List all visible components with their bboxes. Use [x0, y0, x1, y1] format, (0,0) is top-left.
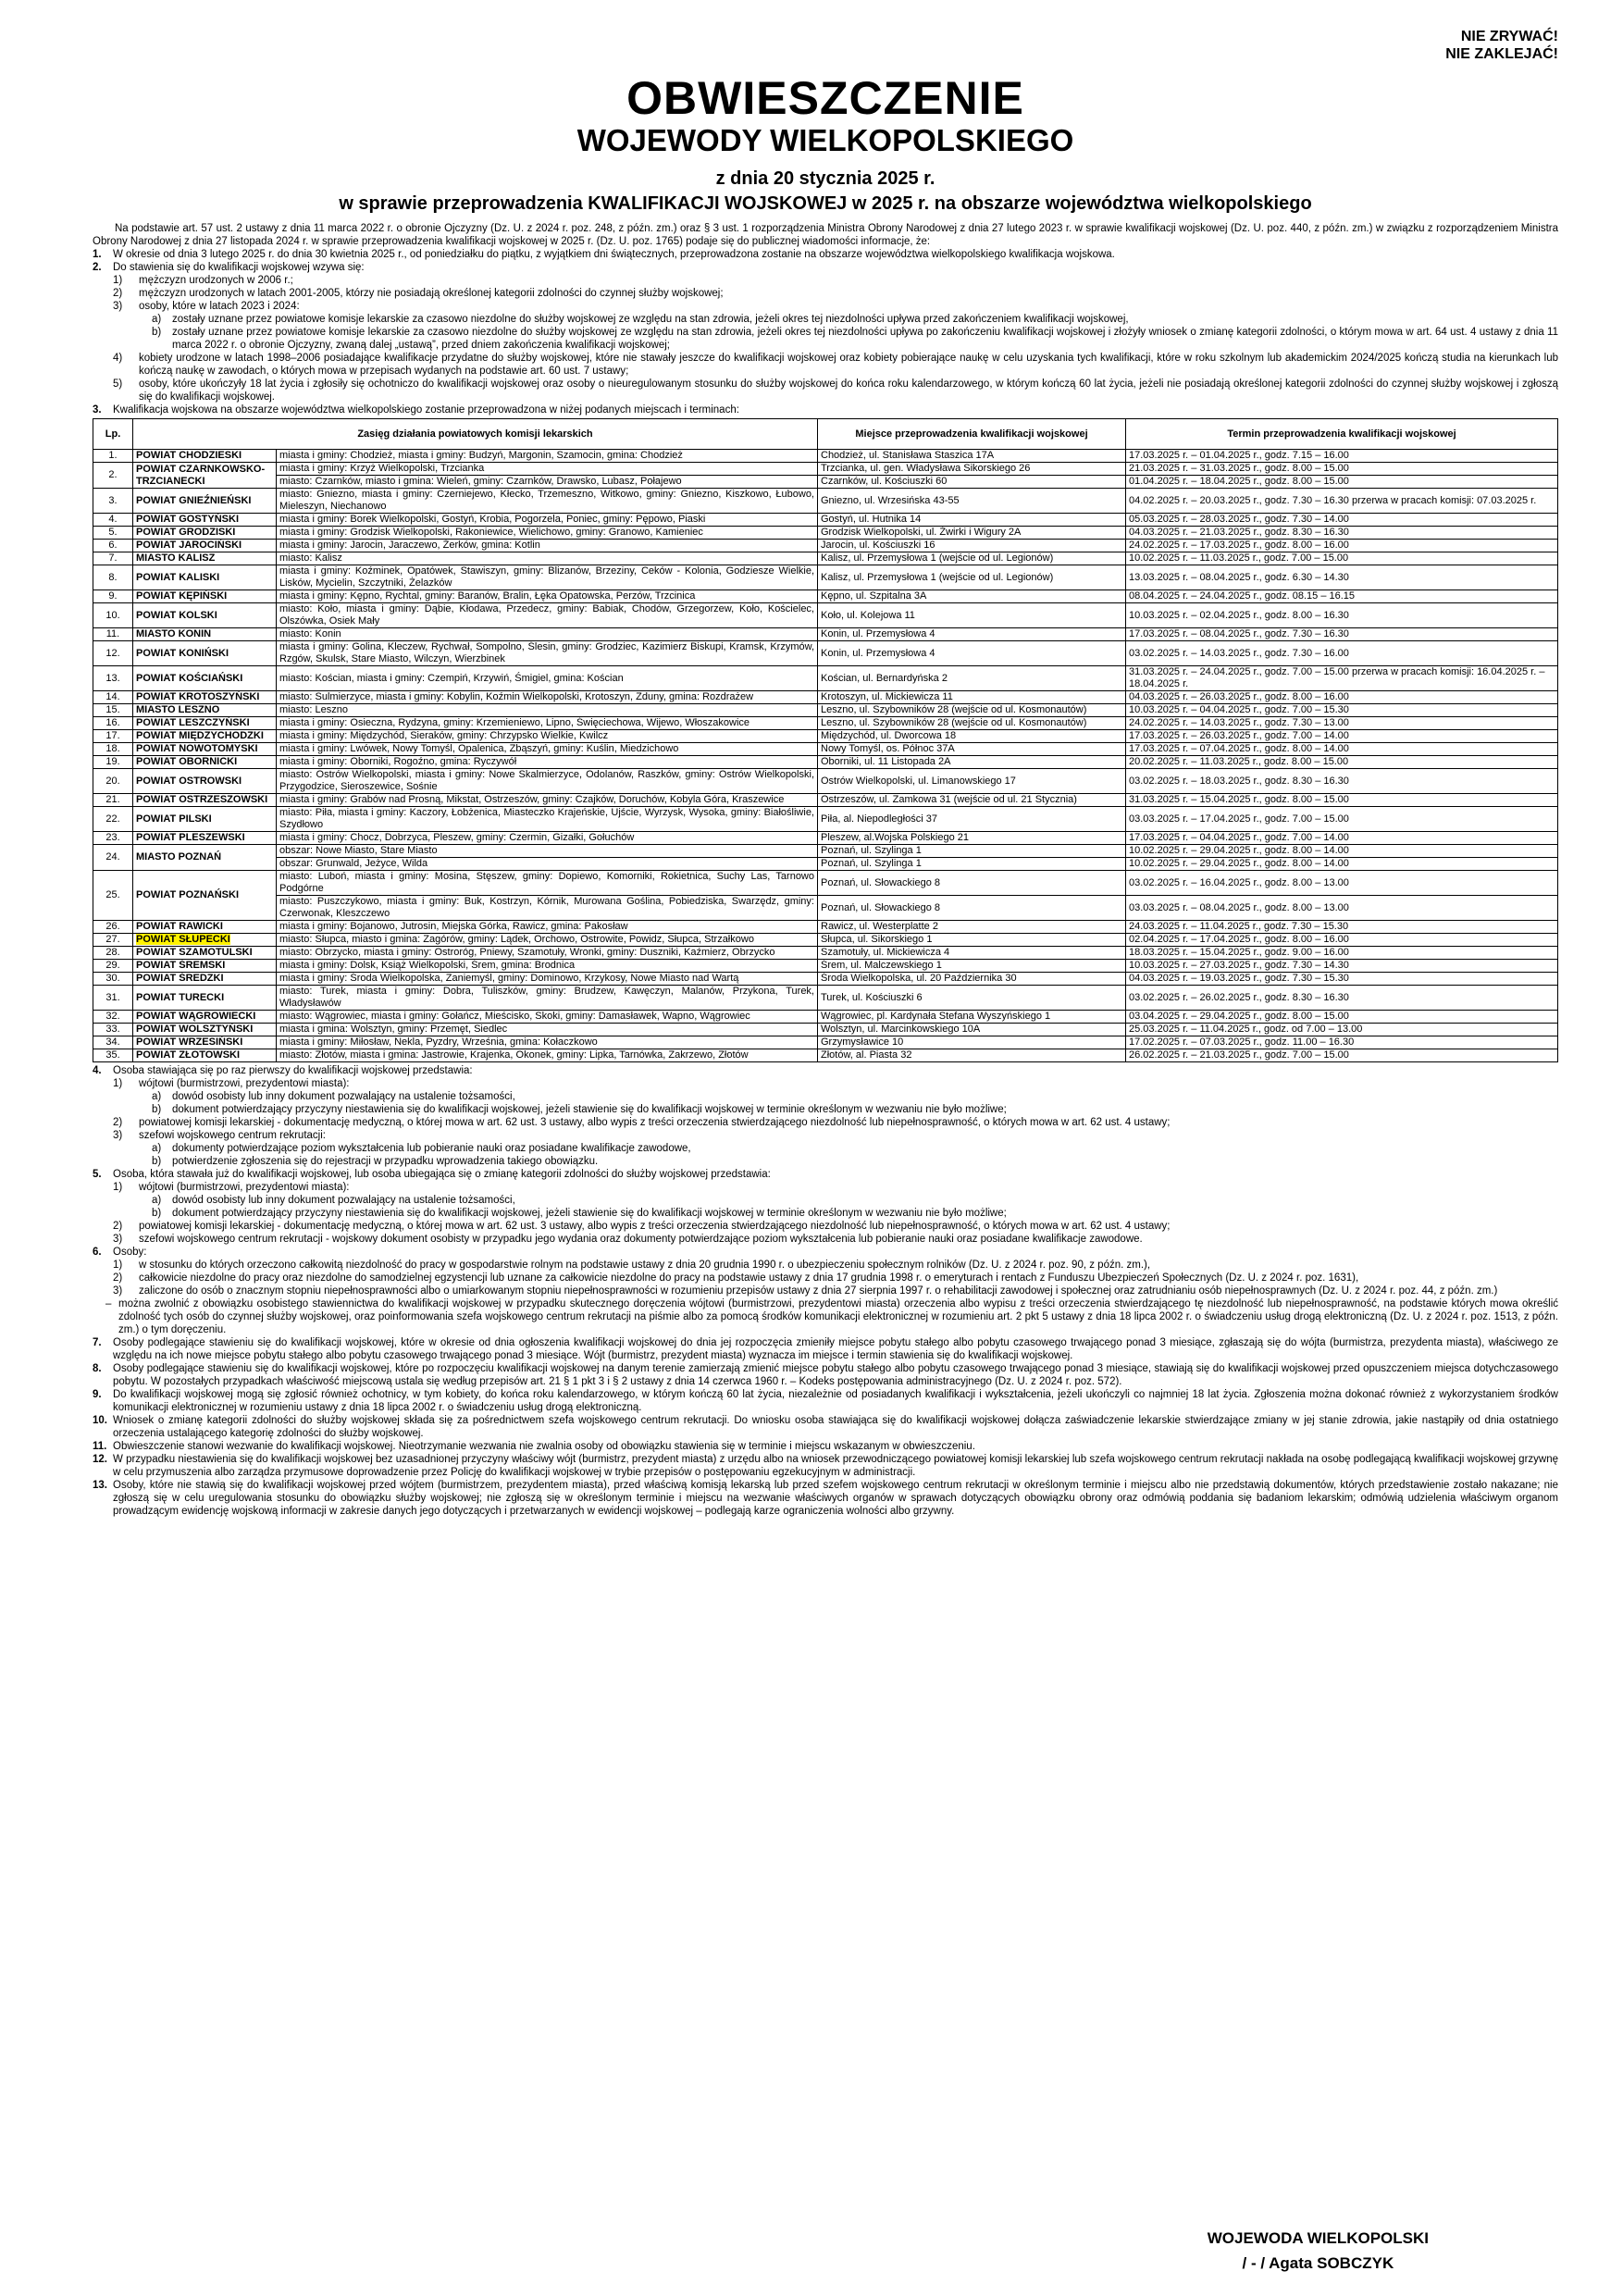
- district-name: POWIAT WĄGROWIECKI: [133, 1011, 277, 1024]
- column-header: Lp.: [93, 419, 133, 450]
- table-row: [93, 1036, 1558, 1049]
- row-number: 21.: [93, 794, 133, 807]
- signature-title: WOJEWODA WIELKOPOLSKI: [1207, 2229, 1429, 2247]
- section-4-subitem: b) potwierdzenie zgłoszenia się do rejestracji w przypadku wprowadzenia takiego obowiązku.: [152, 1156, 599, 1167]
- location: Poznań, ul. Słowackiego 8: [818, 871, 1126, 896]
- jurisdiction-area: miasto: Leszno: [277, 704, 818, 717]
- location: Wągrowiec, pl. Kardynała Stefana Wyszyńskiego 1: [818, 1011, 1126, 1024]
- section-2-item: 5) osoby, które ukończyły 18 lat życia i zgłosiły się ochotniczo do kwalifikacji wojskowej oraz osoby o nieuregulowanym stosunku do służby wojskowej do końca roku kalendarzowego, w którym kończą 60 lat życia, jeżeli nie posiadają określonej kategorii zdolności do czynnej służby wojskowej i zgłoszą się do kwalifikacji wojskowej.: [113, 379, 1558, 403]
- schedule: 03.02.2025 r. – 26.02.2025 r., godz. 8.30 – 16.30: [1126, 986, 1558, 1011]
- jurisdiction-area: miasta i gminy: Krzyż Wielkopolski, Trzcianka: [277, 463, 818, 476]
- schedule: 17.03.2025 r. – 26.03.2025 r., godz. 7.00 – 14.00: [1126, 730, 1558, 743]
- location: Piła, al. Niepodległości 37: [818, 807, 1126, 832]
- row-number: 25.: [93, 871, 133, 921]
- row-number: 16.: [93, 717, 133, 730]
- location: Chodzież, ul. Stanisława Staszica 17A: [818, 450, 1126, 463]
- jurisdiction-area: miasta i gminy: Borek Wielkopolski, Gostyń, Krobia, Pogorzela, Poniec, gminy: Pępowo, Piaski: [277, 514, 818, 527]
- row-number: 23.: [93, 832, 133, 845]
- document-title: OBWIESZCZENIE: [626, 72, 1024, 124]
- schedule: 17.03.2025 r. – 07.04.2025 r., godz. 8.00 – 14.00: [1126, 743, 1558, 756]
- section-10: 10. Wniosek o zmianę kategorii zdolności do służby wojskowej składa się za pośrednictwem szefa wojskowego centrum rekrutacji. Do wniosku osoba stawiająca się do kwalifikacji wojskowej dołącza zaświadczenie lekarskie stwierdzające zmiany w jej stanie zdrowia, jakie nastąpiły od dnia ostatniego orzeczenia ustalającego kategorię zdolności do służby wojskowej.: [93, 1415, 1558, 1439]
- section-6-item: 1) w stosunku do których orzeczono całkowitą niezdolność do pracy w gospodarstwie rolnym na podstawie ustawy z dnia 20 grudnia 1990 r. o ubezpieczeniu społecznym rolników (Dz. U. z 2024 r. poz. 90, z późn. zm.),: [113, 1260, 1151, 1271]
- table-row: [93, 845, 1558, 858]
- section-6-item: 3) zaliczone do osób o znacznym stopniu niepełnosprawności albo o umiarkowanym stopniu niepełnosprawności w rozumieniu przepisów ustawy z dnia 27 sierpnia 1997 r. o rehabilitacji zawodowej i społecznej oraz zatrudnianiu osób niepełnosprawnych (Dz. U. z 2024 r. poz. 44, z późn. zm.): [113, 1285, 1498, 1297]
- table-row: [93, 1049, 1558, 1062]
- row-number: 10.: [93, 603, 133, 628]
- column-header: Miejsce przeprowadzenia kwalifikacji wojskowej: [818, 419, 1126, 450]
- section-4-subitem: a) dowód osobisty lub inny dokument pozwalający na ustalenie tożsamości,: [152, 1091, 515, 1102]
- jurisdiction-area: miasto: Wągrowiec, miasta i gminy: Gołańcz, Mieścisko, Skoki, gminy: Damasławek, Wapno, Wągrowiec: [277, 1011, 818, 1024]
- column-header: Termin przeprowadzenia kwalifikacji wojskowej: [1126, 419, 1558, 450]
- row-number: 13.: [93, 666, 133, 691]
- row-number: 1.: [93, 450, 133, 463]
- table-row: [93, 947, 1558, 960]
- row-number: 27.: [93, 934, 133, 947]
- table-row: [93, 756, 1558, 769]
- schedule: 24.03.2025 r. – 11.04.2025 r., godz. 7.30 – 15.30: [1126, 921, 1558, 934]
- do-not-remove-notice: [1445, 28, 1558, 63]
- table-row: [93, 896, 1558, 921]
- jurisdiction-area: miasta i gmina: Wolsztyn, gminy: Przemęt, Siedlec: [277, 1024, 818, 1036]
- section-6-item: 2) całkowicie niezdolne do pracy oraz niezdolne do samodzielnej egzystencji lub uznane za całkowicie niezdolne do pracy na podstawie ustawy z dnia 17 grudnia 1998 r. o emeryturach i rentach z Funduszu Ubezpieczeń Społecznych (Dz. U. z 2024 r. poz. 1631),: [113, 1272, 1359, 1284]
- jurisdiction-area: miasta i gminy: Środa Wielkopolska, Zaniemyśl, gminy: Dominowo, Krzykosy, Nowe Miasto nad Wartą: [277, 973, 818, 986]
- row-number: 2.: [93, 463, 133, 489]
- section-12: 12. W przypadku niestawienia się do kwalifikacji wojskowej bez uzasadnionej przyczyny właściwy wójt (burmistrz, prezydent miasta) z urzędu albo na wniosek przewodniczącego powiatowej komisji lekarskiej lub szefa wojskowego centrum rekrutacji nakłada na osobę podlegającą kwalifikacji wojskowej grzywnę w celu przymuszenia albo zarządza przymusowe doprowadzenie przez Policję do kwalifikacji wojskowej w trybie przepisów o postępowaniu egzekucyjnym w administracji.: [93, 1454, 1558, 1478]
- table-row: [93, 769, 1558, 794]
- signature-block: [1208, 2226, 1429, 2276]
- section-11: 11. Obwieszczenie stanowi wezwanie do kwalifikacji wojskowej. Nieotrzymanie wezwania nie zwalnia osoby od obowiązku stawienia się w terminie i miejscu wskazanym w obwieszczeniu.: [93, 1441, 975, 1452]
- location: Poznań, ul. Szylinga 1: [818, 858, 1126, 871]
- row-number: 5.: [93, 527, 133, 540]
- schedule: 02.04.2025 r. – 17.04.2025 r., godz. 8.00 – 16.00: [1126, 934, 1558, 947]
- section-13: 13. Osoby, które nie stawią się do kwalifikacji wojskowej przed wójtem (burmistrzem, prezydentem miasta), przed właściwą komisją lekarską lub przed szefem wojskowego centrum rekrutacji w określonym terminie i miejscu albo nie przedstawią dokumentów, których przedstawienie zostało nakazane; nie zgłoszą się w celu uregulowania stosunku do obowiązku służby wojskowej; nie zgłoszą się w określonym terminie i miejscu na wezwanie właściwych organów w sprawach dotyczących obowiązku obrony oraz odmówią poddania się badaniom lekarskim; odmówią udzielenia właściwym organom prowadzącym ewidencję wojskową informacji w zakresie danych jego dotyczących i przetwarzanych w ewidencji wojskowej – podlegają karze ograniczenia wolności albo grzywny.: [93, 1480, 1558, 1517]
- jurisdiction-area: miasto: Ostrów Wielkopolski, miasta i gminy: Nowe Skalmierzyce, Odolanów, Raszków, gminy: Ostrów Wielkopolski, Przygodzice, Sieroszewice, Sośnie: [277, 769, 818, 794]
- district-name: POWIAT KROTOSZYŃSKI: [133, 691, 277, 704]
- location: Turek, ul. Kościuszki 6: [818, 986, 1126, 1011]
- district-name: POWIAT WOLSZTYŃSKI: [133, 1024, 277, 1036]
- schedule: 10.02.2025 r. – 29.04.2025 r., godz. 8.00 – 14.00: [1126, 858, 1558, 871]
- location: Złotów, al. Piasta 32: [818, 1049, 1126, 1062]
- table-header-row: [93, 419, 1558, 450]
- schedule: 10.02.2025 r. – 11.03.2025 r., godz. 7.00 – 15.00: [1126, 552, 1558, 565]
- row-number: 6.: [93, 540, 133, 552]
- schedule: 18.03.2025 r. – 15.04.2025 r., godz. 9.00 – 16.00: [1126, 947, 1558, 960]
- row-number: 11.: [93, 628, 133, 641]
- schedule: 10.03.2025 r. – 04.04.2025 r., godz. 7.00 – 15.30: [1126, 704, 1558, 717]
- document-issuer: WOJEWODY WIELKOPOLSKIEGO: [576, 123, 1074, 157]
- location: Konin, ul. Przemysłowa 4: [818, 628, 1126, 641]
- section-9: 9. Do kwalifikacji wojskowej mogą się zgłosić również ochotnicy, w tym kobiety, do końca roku kalendarzowego, w którym kończą 60 lat życia, niezależnie od posiadanych kwalifikacji i wykształcenia, jeżeli ukończyli co najmniej 18 lat życia. Zgłoszenia można dokonać również z wykorzystaniem środków komunikacji elektronicznej w rozumieniu ustawy z dnia 18 lipca 2002 r. o świadczeniu usług drogą elektroniczną.: [93, 1389, 1558, 1413]
- table-row: [93, 921, 1558, 934]
- schedule: 03.03.2025 r. – 17.04.2025 r., godz. 7.00 – 15.00: [1126, 807, 1558, 832]
- district-name: POWIAT PILSKI: [133, 807, 277, 832]
- section-5-item: 2) powiatowej komisji lekarskiej - dokumentację medyczną, o której mowa w art. 62 ust. 3 ustawy, albo wypis z treści orzeczenia stwierdzającego niezdolność lub niepełnosprawność, o których mowa w art. 62 ust. 4 ustawy;: [113, 1221, 1171, 1232]
- row-number: 22.: [93, 807, 133, 832]
- schedule: 03.04.2025 r. – 29.04.2025 r., godz. 8.00 – 15.00: [1126, 1011, 1558, 1024]
- location: Konin, ul. Przemysłowa 4: [818, 641, 1126, 666]
- district-name: POWIAT CZARNKOWSKO-TRZCIANECKI: [133, 463, 277, 489]
- section-4: 4. Osoba stawiająca się po raz pierwszy do kwalifikacji wojskowej przedstawia:: [93, 1065, 473, 1076]
- jurisdiction-area: miasto: Koło, miasta i gminy: Dąbie, Kłodawa, Przedecz, gminy: Babiak, Chodów, Grzegorzew, Koło, Kościelec, Olszówka, Osiek Mały: [277, 603, 818, 628]
- schedule: 25.03.2025 r. – 11.04.2025 r., godz. od 7.00 – 13.00: [1126, 1024, 1558, 1036]
- jurisdiction-area: miasta i gminy: Chocz, Dobrzyca, Pleszew, gminy: Czermin, Gizałki, Gołuchów: [277, 832, 818, 845]
- schedule: 17.03.2025 r. – 01.04.2025 r., godz. 7.15 – 16.00: [1126, 450, 1558, 463]
- schedule: 04.03.2025 r. – 26.03.2025 r., godz. 8.00 – 16.00: [1126, 691, 1558, 704]
- table-row: [93, 960, 1558, 973]
- table-row: [93, 986, 1558, 1011]
- schedule: 20.02.2025 r. – 11.03.2025 r., godz. 8.00 – 15.00: [1126, 756, 1558, 769]
- district-name: POWIAT CHODZIESKI: [133, 450, 277, 463]
- row-number: 34.: [93, 1036, 133, 1049]
- table-row: [93, 871, 1558, 896]
- district-name: POWIAT OSTROWSKI: [133, 769, 277, 794]
- district-name: POWIAT PLESZEWSKI: [133, 832, 277, 845]
- jurisdiction-area: miasta i gminy: Grabów nad Prosną, Mikstat, Ostrzeszów, gminy: Czajków, Doruchów, Kobyla Góra, Kraszewice: [277, 794, 818, 807]
- table-row: [93, 934, 1558, 947]
- table-row: [93, 691, 1558, 704]
- table-row: [93, 1011, 1558, 1024]
- schedule: 04.02.2025 r. – 20.03.2025 r., godz. 7.30 – 16.30 przerwa w pracach komisji: 07.03.2025 r.: [1126, 489, 1558, 514]
- jurisdiction-area: miasto: Luboń, miasta i gminy: Mosina, Stęszew, gminy: Dopiewo, Komorniki, Rokietnica, Suchy Las, Tarnowo Podgórne: [277, 871, 818, 896]
- section-2-head: Do stawienia się do kwalifikacji wojskowej wzywa się:: [113, 262, 365, 273]
- table-row: [93, 641, 1558, 666]
- row-number: 18.: [93, 743, 133, 756]
- schedule: 03.02.2025 r. – 14.03.2025 r., godz. 7.30 – 16.00: [1126, 641, 1558, 666]
- section-1: 1. W okresie od dnia 3 lutego 2025 r. do dnia 30 kwietnia 2025 r., od poniedziałku do piątku, z wyjątkiem dni świątecznych, przeprowadzona zostanie na obszarze województwa wielkopolskiego kwalifikacja wojskowa.: [93, 248, 1558, 261]
- schedule: 10.03.2025 r. – 27.03.2025 r., godz. 7.30 – 14.30: [1126, 960, 1558, 973]
- table-row: [93, 743, 1558, 756]
- schedule: 26.02.2025 r. – 21.03.2025 r., godz. 7.00 – 15.00: [1126, 1049, 1558, 1062]
- jurisdiction-area: miasto: Puszczykowo, miasta i gminy: Buk, Kostrzyn, Kórnik, Murowana Goślina, Pobiedziska, Swarzędz, gminy: Czerwonak, Kleszczewo: [277, 896, 818, 921]
- location: Kępno, ul. Szpitalna 3A: [818, 590, 1126, 603]
- section-4-item: 1) wójtowi (burmistrzowi, prezydentowi miasta):: [113, 1078, 350, 1089]
- notice-line-2: NIE ZAKLEJAĆ!: [1445, 46, 1558, 62]
- section-4-subitem: b) dokument potwierdzający przyczyny niestawienia się do kwalifikacji wojskowej, jeżeli stawienie się do kwalifikacji wojskowej w terminie określonym w wezwaniu nie było możliwe;: [152, 1104, 1007, 1115]
- district-name: POWIAT POZNAŃSKI: [133, 871, 277, 921]
- table-row: [93, 794, 1558, 807]
- table-row: [93, 858, 1558, 871]
- location: Leszno, ul. Szybowników 28 (wejście od ul. Kosmonautów): [818, 704, 1126, 717]
- section-4-item: 2) powiatowej komisji lekarskiej - dokumentację medyczną, o której mowa w art. 62 ust. 3 ustawy, albo wypis z treści orzeczenia stwierdzającego niezdolność lub niepełnosprawność, o których mowa w art. 62 ust. 4 ustawy;: [113, 1117, 1171, 1128]
- district-name: POWIAT TURECKI: [133, 986, 277, 1011]
- district-name: MIASTO KONIN: [133, 628, 277, 641]
- table-row: [93, 590, 1558, 603]
- schedule: 05.03.2025 r. – 28.03.2025 r., godz. 7.30 – 14.00: [1126, 514, 1558, 527]
- district-name: POWIAT WRZESIŃSKI: [133, 1036, 277, 1049]
- location: Trzcianka, ul. gen. Władysława Sikorskiego 26: [818, 463, 1126, 476]
- district-name: POWIAT KALISKI: [133, 565, 277, 590]
- row-number: 15.: [93, 704, 133, 717]
- district-name: POWIAT GOSTYŃSKI: [133, 514, 277, 527]
- district-name: POWIAT ZŁOTOWSKI: [133, 1049, 277, 1062]
- section-3-text: Kwalifikacja wojskowa na obszarze województwa wielkopolskiego zostanie przeprowadzona w niżej podanych miejscach i terminach:: [113, 404, 739, 416]
- district-name: POWIAT MIĘDZYCHODZKI: [133, 730, 277, 743]
- district-name: POWIAT ŚREDZKI: [133, 973, 277, 986]
- jurisdiction-area: miasta i gminy: Lwówek, Nowy Tomyśl, Opalenica, Zbąszyń, gminy: Kuślin, Miedzichowo: [277, 743, 818, 756]
- schedule: 24.02.2025 r. – 17.03.2025 r., godz. 8.00 – 16.00: [1126, 540, 1558, 552]
- section-5-subitem: a) dowód osobisty lub inny dokument pozwalający na ustalenie tożsamości,: [152, 1195, 515, 1206]
- table-body: [93, 450, 1558, 1062]
- location: Słupca, ul. Sikorskiego 1: [818, 934, 1126, 947]
- jurisdiction-area: miasto: Turek, miasta i gminy: Dobra, Tuliszków, gminy: Brudzew, Kawęczyn, Malanów, Przykona, Turek, Władysławów: [277, 986, 818, 1011]
- row-number: 3.: [93, 489, 133, 514]
- district-name: POWIAT JAROCIŃSKI: [133, 540, 277, 552]
- jurisdiction-area: miasto: Gniezno, miasta i gminy: Czerniejewo, Kłecko, Trzemeszno, Witkowo, gminy: Gniezno, Kiszkowo, Łubowo, Mieleszyn, Niechanowo: [277, 489, 818, 514]
- location: Międzychód, ul. Dworcowa 18: [818, 730, 1126, 743]
- section-6: 6. Osoby:: [93, 1247, 147, 1258]
- district-name: MIASTO KALISZ: [133, 552, 277, 565]
- location: Ostrów Wielkopolski, ul. Limanowskiego 17: [818, 769, 1126, 794]
- district-name: MIASTO LESZNO: [133, 704, 277, 717]
- district-name: POWIAT KĘPIŃSKI: [133, 590, 277, 603]
- location: Poznań, ul. Szylinga 1: [818, 845, 1126, 858]
- location: Gostyń, ul. Hutnika 14: [818, 514, 1126, 527]
- row-number: 24.: [93, 845, 133, 871]
- table-row: [93, 450, 1558, 463]
- location: Grodzisk Wielkopolski, ul. Żwirki i Wigury 2A: [818, 527, 1126, 540]
- section-4-subitem: a) dokumenty potwierdzające poziom wykształcenia lub pobieranie nauki oraz posiadane kwalifikacje zawodowe,: [152, 1143, 691, 1154]
- row-number: 14.: [93, 691, 133, 704]
- location: Szamotuły, ul. Mickiewicza 4: [818, 947, 1126, 960]
- district-name: POWIAT GRODZISKI: [133, 527, 277, 540]
- jurisdiction-area: miasto: Kalisz: [277, 552, 818, 565]
- row-number: 19.: [93, 756, 133, 769]
- location: Ostrzeszów, ul. Zamkowa 31 (wejście od ul. 21 Stycznia): [818, 794, 1126, 807]
- legal-basis-paragraph: Na podstawie art. 57 ust. 2 ustawy z dnia 11 marca 2022 r. o obronie Ojczyzny (Dz. U. z 2024 r. poz. 248, z późn. zm.) oraz § 3 ust. 1 rozporządzenia Ministra Obrony Narodowej z dnia 27 lutego 2023 r. w sprawie kwalifikacji wojskowej (Dz. U. poz. 440, z późn. zm.) w związku z rozporządzeniem Ministra Obrony Narodowej z dnia 27 listopada 2024 r. w sprawie przeprowadzenia kwalifikacji wojskowej w 2025 r. (Dz. U. poz. 1765) podaje się do publicznej wiadomości informacje, że:: [93, 223, 1558, 247]
- schedule: 17.03.2025 r. – 04.04.2025 r., godz. 7.00 – 14.00: [1126, 832, 1558, 845]
- location: Gniezno, ul. Wrzesińska 43-55: [818, 489, 1126, 514]
- table-row: [93, 463, 1558, 476]
- jurisdiction-area: miasto: Czarnków, miasto i gmina: Wieleń, gminy: Czarnków, Drawsko, Lubasz, Połajewo: [277, 476, 818, 489]
- location: Wolsztyn, ul. Marcinkowskiego 10A: [818, 1024, 1126, 1036]
- table-row: [93, 730, 1558, 743]
- jurisdiction-area: miasto: Złotów, miasta i gmina: Jastrowie, Krajenka, Okonek, gminy: Lipka, Tarnówka, Zakrzewo, Złotów: [277, 1049, 818, 1062]
- district-name: POWIAT ŚREMSKI: [133, 960, 277, 973]
- location: Kościan, ul. Bernardyńska 2: [818, 666, 1126, 691]
- section-7: 7. Osoby podlegające stawieniu się do kwalifikacji wojskowej, które w okresie od dnia ogłoszenia kwalifikacji wojskowej do dnia jej rozpoczęcia zmieniły miejsce pobytu stałego albo pobytu czasowego trwającego ponad 3 miesiące, zgłaszają się do wójta (burmistrza, prezydenta miasta), właściwego ze względu na ich nowe miejsce pobytu stałego albo pobytu czasowego trwającego ponad 3 miesiące. Wójt (burmistrz, prezydent miasta) wyznacza im miejsce i termin stawienia się do kwalifikacji wojskowej.: [93, 1337, 1558, 1361]
- jurisdiction-area: miasto: Obrzycko, miasta i gminy: Ostroróg, Pniewy, Szamotuły, Wronki, gminy: Duszniki, Kaźmierz, Obrzycko: [277, 947, 818, 960]
- row-number: 32.: [93, 1011, 133, 1024]
- jurisdiction-area: miasta i gminy: Grodzisk Wielkopolski, Rakoniewice, Wielichowo, gminy: Granowo, Kamieniec: [277, 527, 818, 540]
- table-row: [93, 666, 1558, 691]
- jurisdiction-area: miasta i gminy: Chodzież, miasta i gminy: Budzyń, Margonin, Szamocin, gmina: Chodzież: [277, 450, 818, 463]
- row-number: 4.: [93, 514, 133, 527]
- table-row: [93, 704, 1558, 717]
- district-name: POWIAT KOLSKI: [133, 603, 277, 628]
- table-row: [93, 565, 1558, 590]
- district-name: POWIAT OBORNICKI: [133, 756, 277, 769]
- table-row: [93, 1024, 1558, 1036]
- row-number: 29.: [93, 960, 133, 973]
- jurisdiction-area: miasto: Piła, miasta i gminy: Kaczory, Łobżenica, Miasteczko Krajeńskie, Ujście, Wyrzysk, Wysoka, gminy: Białośliwie, Szydłowo: [277, 807, 818, 832]
- location: Krotoszyn, ul. Mickiewicza 11: [818, 691, 1126, 704]
- table-row: [93, 973, 1558, 986]
- table-row: [93, 489, 1558, 514]
- location: Koło, ul. Kolejowa 11: [818, 603, 1126, 628]
- column-header: Zasięg działania powiatowych komisji lekarskich: [133, 419, 818, 450]
- row-number: 7.: [93, 552, 133, 565]
- table-row: [93, 807, 1558, 832]
- schedule: 01.04.2025 r. – 18.04.2025 r., godz. 8.00 – 15.00: [1126, 476, 1558, 489]
- district-name: [133, 934, 277, 947]
- schedule: 24.02.2025 r. – 14.03.2025 r., godz. 7.30 – 13.00: [1126, 717, 1558, 730]
- schedule: 31.03.2025 r. – 15.04.2025 r., godz. 8.00 – 15.00: [1126, 794, 1558, 807]
- signature-name: / - / Agata SOBCZYK: [1242, 2254, 1394, 2272]
- table-row: [93, 717, 1558, 730]
- location: Leszno, ul. Szybowników 28 (wejście od ul. Kosmonautów): [818, 717, 1126, 730]
- row-number: 35.: [93, 1049, 133, 1062]
- jurisdiction-area: miasto: Sulmierzyce, miasta i gminy: Kobylin, Koźmin Wielkopolski, Krotoszyn, Zduny, gmina: Rozdrażew: [277, 691, 818, 704]
- table-row: [93, 603, 1558, 628]
- jurisdiction-area: miasta i gminy: Oborniki, Rogoźno, gmina: Ryczywół: [277, 756, 818, 769]
- district-name: POWIAT OSTRZESZOWSKI: [133, 794, 277, 807]
- district-name: POWIAT LESZCZYŃSKI: [133, 717, 277, 730]
- row-number: 28.: [93, 947, 133, 960]
- table-row: [93, 527, 1558, 540]
- jurisdiction-area: miasta i gminy: Bojanowo, Jutrosin, Miejska Górka, Rawicz, gmina: Pakosław: [277, 921, 818, 934]
- row-number: 8.: [93, 565, 133, 590]
- schedule: 17.03.2025 r. – 08.04.2025 r., godz. 7.30 – 16.30: [1126, 628, 1558, 641]
- schedule: 03.02.2025 r. – 18.03.2025 r., godz. 8.30 – 16.30: [1126, 769, 1558, 794]
- location: Nowy Tomyśl, os. Północ 37A: [818, 743, 1126, 756]
- schedule: 08.04.2025 r. – 24.04.2025 r., godz. 08.15 – 16.15: [1126, 590, 1558, 603]
- district-name: POWIAT GNIEŹNIEŃSKI: [133, 489, 277, 514]
- location: Grzymysławice 10: [818, 1036, 1126, 1049]
- row-number: 30.: [93, 973, 133, 986]
- location: Śrem, ul. Malczewskiego 1: [818, 960, 1126, 973]
- section-2-subitem: a) zostały uznane przez powiatowe komisje lekarskie za czasowo niezdolne do służby wojskowej ze względu na stan zdrowia, jeżeli okres tej niezdolności upływa przed zakończeniem kwalifikacji wojskowej,: [152, 314, 1129, 325]
- location: Pleszew, al.Wojska Polskiego 21: [818, 832, 1126, 845]
- section-2-item: 2) mężczyzn urodzonych w latach 2001-2005, którzy nie posiadają określonej kategorii zdolności do czynnej służby wojskowej;: [113, 288, 724, 299]
- section-8: 8. Osoby podlegające stawieniu się do kwalifikacji wojskowej, które po rozpoczęciu kwalifikacji wojskowej na danym terenie zamierzają zmienić miejsce pobytu stałego albo pobytu czasowego trwającego ponad 3 miesiące, stawiają się do kwalifikacji wojskowej przed opuszczeniem miejsca dotychczasowego pobytu. W pozostałych przypadkach właściwość miejscową ustala się według przepisów art. 21 § 1 pkt 3 i § 2 ustawy z dnia 14 czerwca 1960 r. – Kodeks postępowania administracyjnego (Dz. U. z 2024 r. poz. 572).: [93, 1363, 1558, 1387]
- row-number: 33.: [93, 1024, 133, 1036]
- section-2-item: 4) kobiety urodzone w latach 1998–2006 posiadające kwalifikacje przydatne do służby wojskowej, które nie stawały jeszcze do kwalifikacji wojskowej oraz kobiety pobierające naukę w celu uzyskania tych kwalifikacji, które w roku szkolnym lub akademickim 2024/2025 kończą studia na kierunkach lub kończą naukę w zawodach, o których mowa w przepisach wydanych na podstawie art. 60 ust. 7 ustawy;: [113, 353, 1558, 377]
- schedule: 17.02.2025 r. – 07.03.2025 r., godz. 11.00 – 16.30: [1126, 1036, 1558, 1049]
- section-6-dash: – można zwolnić z obowiązku osobistego stawiennictwa do kwalifikacji wojskowej w przypadku skutecznego doręczenia wójtowi (burmistrzowi, prezydentowi miasta) orzeczenia albo wypisu z treści orzeczenia stwierdzającego tę niezdolność lub niepełnosprawność, na podstawie których mowa określić zdolność tych osób do czynnej służby wojskowej, oraz poinformowania szefa wojskowego centrum rekrutacji na piśmie albo za pomocą środków komunikacji elektronicznej w rozumieniu art. 2 pkt 5 ustawy z dnia 18 lipca 2002 r. o świadczeniu usług drogą elektroniczną (Dz. U. z 2024 r. poz. 1513, z późn. zm.) o tym doręczeniu.: [105, 1298, 1558, 1335]
- section-5-subitem: b) dokument potwierdzający przyczyny niestawienia się do kwalifikacji wojskowej, jeżeli stawienie się do kwalifikacji wojskowej w terminie określonym w wezwaniu nie było możliwe;: [152, 1208, 1007, 1219]
- schedule: 03.03.2025 r. – 08.04.2025 r., godz. 8.00 – 13.00: [1126, 896, 1558, 921]
- highlighted-district: POWIAT SŁUPECKI: [136, 934, 230, 945]
- jurisdiction-area: miasta i gminy: Kępno, Rychtal, gminy: Baranów, Bralin, Łęka Opatowska, Perzów, Trzcinica: [277, 590, 818, 603]
- schedule-table: [93, 418, 1558, 1062]
- section-5: 5. Osoba, która stawała już do kwalifikacji wojskowej, lub osoba ubiegająca się o zmianę kategorii zdolności do służby wojskowej przedstawia:: [93, 1169, 771, 1180]
- table-row: [93, 540, 1558, 552]
- document-subject: w sprawie przeprowadzenia KWALIFIKACJI WOJSKOWEJ w 2025 r. na obszarze województwa wielkopolskiego: [339, 193, 1312, 214]
- jurisdiction-area: miasta i gminy: Jarocin, Jaraczewo, Żerków, gmina: Kotlin: [277, 540, 818, 552]
- location: Poznań, ul. Słowackiego 8: [818, 896, 1126, 921]
- district-name: POWIAT SZAMOTULSKI: [133, 947, 277, 960]
- table-row: [93, 832, 1558, 845]
- notice-line-1: NIE ZRYWAĆ!: [1460, 29, 1558, 44]
- district-name: POWIAT KONIŃSKI: [133, 641, 277, 666]
- jurisdiction-area: miasta i gminy: Osieczna, Rydzyna, gminy: Krzemieniewo, Lipno, Święciechowa, Wijewo, Włoszakowice: [277, 717, 818, 730]
- jurisdiction-area: miasta i gminy: Golina, Kleczew, Rychwał, Sompolno, Ślesin, gminy: Grodziec, Kazimierz Biskupi, Kramsk, Krzymów, Rzgów, Skulsk, Stare Miasto, Wilczyn, Wierzbinek: [277, 641, 818, 666]
- schedule: 03.02.2025 r. – 16.04.2025 r., godz. 8.00 – 13.00: [1126, 871, 1558, 896]
- schedule: 04.03.2025 r. – 19.03.2025 r., godz. 7.30 – 15.30: [1126, 973, 1558, 986]
- table-row: [93, 514, 1558, 527]
- section-3: 3. Kwalifikacja wojskowa na obszarze województwa wielkopolskiego zostanie przeprowadzona w niżej podanych miejscach i terminach:: [93, 403, 1558, 416]
- section-2-item: 3) osoby, które w latach 2023 i 2024:: [113, 301, 300, 312]
- row-number: 12.: [93, 641, 133, 666]
- district-name: MIASTO POZNAŃ: [133, 845, 277, 871]
- section-5-item: 1) wójtowi (burmistrzowi, prezydentowi miasta):: [113, 1182, 350, 1193]
- location: Rawicz, ul. Westerplatte 2: [818, 921, 1126, 934]
- schedule: 13.03.2025 r. – 08.04.2025 r., godz. 6.30 – 14.30: [1126, 565, 1558, 590]
- section-2-item: 1) mężczyzn urodzonych w 2006 r.;: [113, 275, 293, 286]
- location: Kalisz, ul. Przemysłowa 1 (wejście od ul. Legionów): [818, 552, 1126, 565]
- district-name: POWIAT KOŚCIAŃSKI: [133, 666, 277, 691]
- row-number: 9.: [93, 590, 133, 603]
- schedule: 10.02.2025 r. – 29.04.2025 r., godz. 8.00 – 14.00: [1126, 845, 1558, 858]
- location: Jarocin, ul. Kościuszki 16: [818, 540, 1126, 552]
- section-5-item: 3) szefowi wojskowego centrum rekrutacji - wojskowy dokument osobisty w przypadku jego wydania oraz dokumenty potwierdzające poziom wykształcenia lub pobieranie nauki oraz posiadane kwalifikacje zawodowe.: [113, 1234, 1143, 1245]
- schedule: 21.03.2025 r. – 31.03.2025 r., godz. 8.00 – 15.00: [1126, 463, 1558, 476]
- section-4-item: 3) szefowi wojskowego centrum rekrutacji:: [113, 1130, 326, 1141]
- jurisdiction-area: miasta i gminy: Miłosław, Nekla, Pyzdry, Września, gmina: Kołaczkowo: [277, 1036, 818, 1049]
- schedule: 10.03.2025 r. – 02.04.2025 r., godz. 8.00 – 16.30: [1126, 603, 1558, 628]
- jurisdiction-area: miasto: Kościan, miasta i gminy: Czempiń, Krzywiń, Śmigiel, gmina: Kościan: [277, 666, 818, 691]
- row-number: 17.: [93, 730, 133, 743]
- section-2-subitem: b) zostały uznane przez powiatowe komisje lekarskie za czasowo niezdolne do służby wojskowej ze względu na stan zdrowia, jeżeli okres tej niezdolności upływa po zakończeniu kwalifikacji wojskowej i złożyły wniosek o zmianę kategorii zdolności, o którym mowa w art. 64 ust. 4 ustawy z dnia 11 marca 2022 r. o obronie Ojczyzny, zwaną dalej „ustawą”, przed dniem zakończenia kwalifikacji wojskowej;: [152, 327, 1558, 351]
- row-number: 20.: [93, 769, 133, 794]
- jurisdiction-area: miasta i gminy: Koźminek, Opatówek, Stawiszyn, gminy: Blizanów, Brzeziny, Ceków - Kolonia, Godziesze Wielkie, Lisków, Mycielin, Szczytniki, Żelazków: [277, 565, 818, 590]
- location: Czarnków, ul. Kościuszki 60: [818, 476, 1126, 489]
- location: Środa Wielkopolska, ul. 20 Października 30: [818, 973, 1126, 986]
- schedule: 31.03.2025 r. – 24.04.2025 r., godz. 7.00 – 15.00 przerwa w pracach komisji: 16.04.2025 r. – 18.04.2025 r.: [1126, 666, 1558, 691]
- schedule: 04.03.2025 r. – 21.03.2025 r., godz. 8.30 – 16.30: [1126, 527, 1558, 540]
- jurisdiction-area: obszar: Nowe Miasto, Stare Miasto: [277, 845, 818, 858]
- section-2: 2. Do stawienia się do kwalifikacji wojskowej wzywa się:: [93, 261, 1558, 274]
- district-name: POWIAT RAWICKI: [133, 921, 277, 934]
- location: Kalisz, ul. Przemysłowa 1 (wejście od ul. Legionów): [818, 565, 1126, 590]
- jurisdiction-area: miasta i gminy: Międzychód, Sieraków, gminy: Chrzypsko Wielkie, Kwilcz: [277, 730, 818, 743]
- row-number: 31.: [93, 986, 133, 1011]
- jurisdiction-area: obszar: Grunwald, Jeżyce, Wilda: [277, 858, 818, 871]
- table-row: [93, 476, 1558, 489]
- table-row: [93, 552, 1558, 565]
- row-number: 26.: [93, 921, 133, 934]
- jurisdiction-area: miasto: Konin: [277, 628, 818, 641]
- jurisdiction-area: miasta i gminy: Dolsk, Książ Wielkopolski, Śrem, gmina: Brodnica: [277, 960, 818, 973]
- table-row: [93, 628, 1558, 641]
- section-1-text: W okresie od dnia 3 lutego 2025 r. do dnia 30 kwietnia 2025 r., od poniedziałku do piątku, z wyjątkiem dni świątecznych, przeprowadzona zostanie na obszarze województwa wielkopolskiego kwalifikacja wojskowa.: [113, 249, 1115, 260]
- jurisdiction-area: miasto: Słupca, miasto i gmina: Zagórów, gminy: Lądek, Orchowo, Ostrowite, Powidz, Słupca, Strzałkowo: [277, 934, 818, 947]
- district-name: POWIAT NOWOTOMYSKI: [133, 743, 277, 756]
- document-date: z dnia 20 stycznia 2025 r.: [715, 168, 935, 189]
- location: Oborniki, ul. 11 Listopada 2A: [818, 756, 1126, 769]
